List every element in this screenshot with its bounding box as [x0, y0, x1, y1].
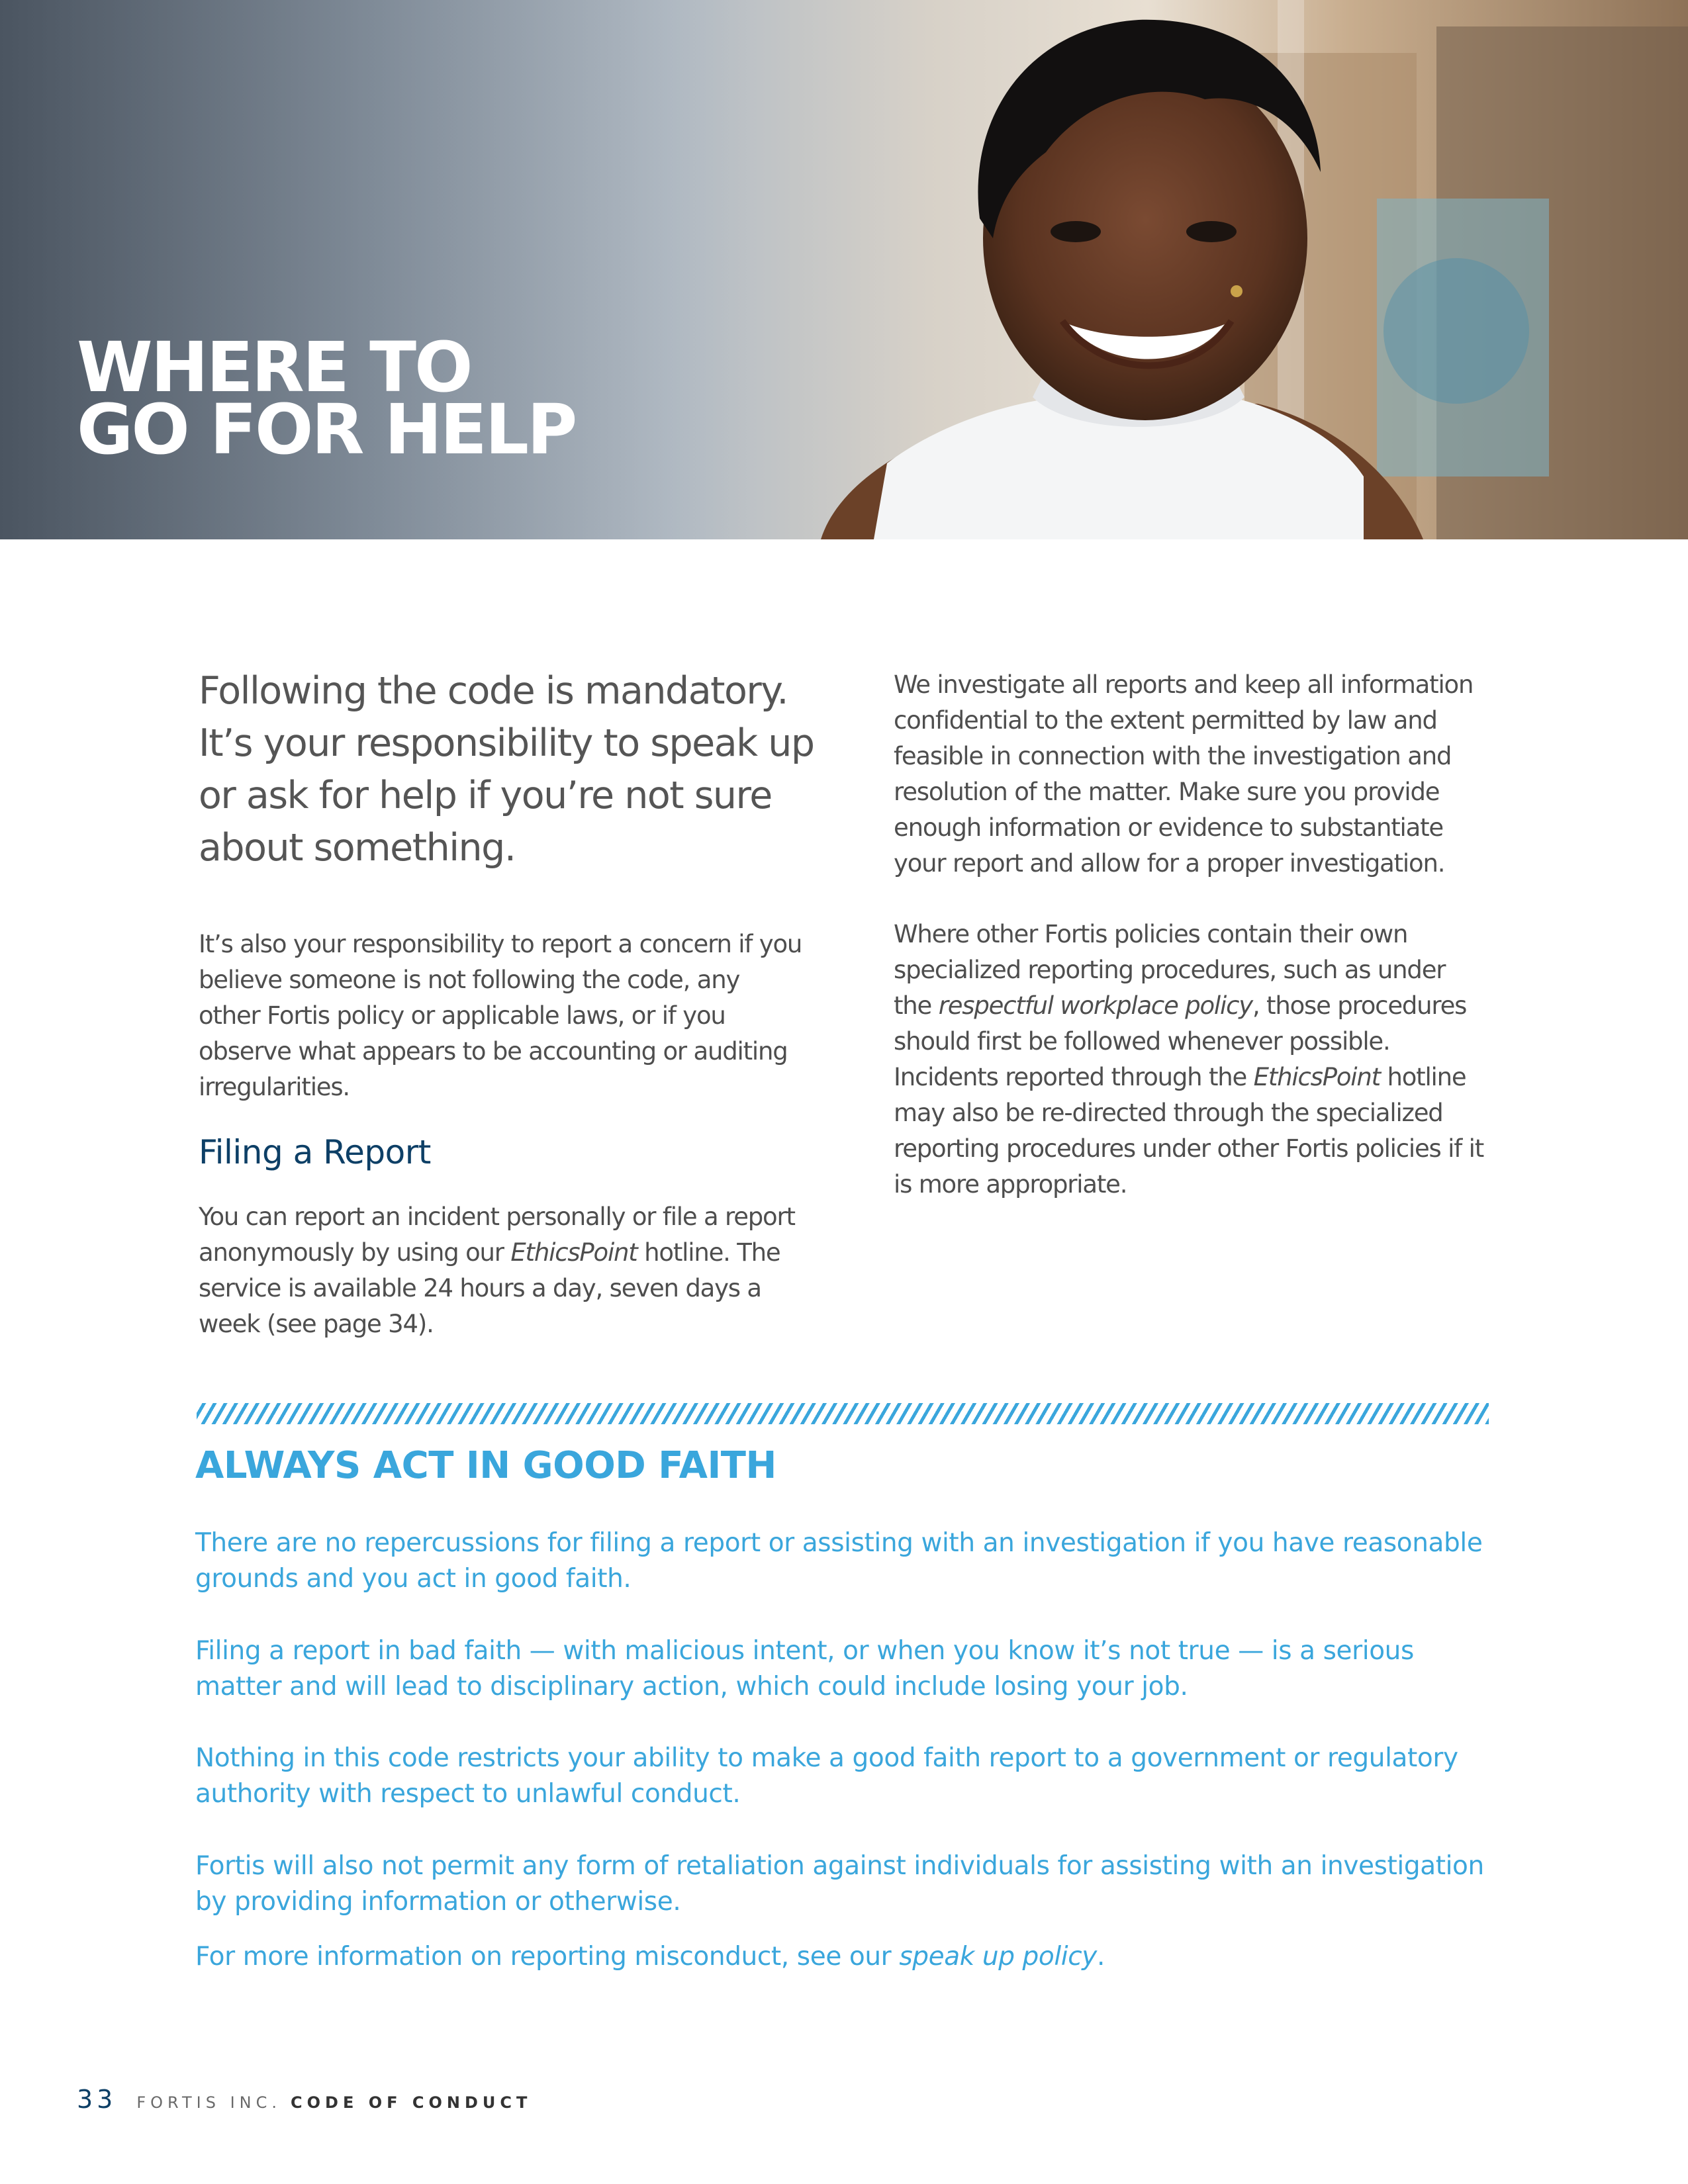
lead-statement: Following the code is mandatory. It’s your responsibility to speak up or ask for help if you’re not sure about something.	[199, 669, 814, 870]
footer-document-title: CODE OF CONDUCT	[291, 2093, 532, 2112]
ethicspoint-mention: EthicsPoint	[1253, 1063, 1380, 1091]
page-number: 33	[77, 2085, 117, 2114]
more-info-text: For more information on reporting misconduct, see our	[195, 1942, 900, 1972]
speak-up-policy-link: speak up policy	[899, 1942, 1097, 1972]
investigation-paragraph: We investigate all reports and keep all information confidential to the extent permitted by law and feasible in connection with the investigation and resolution of the matter. Make sure you provide enough information or evidence to substantiate your report and allow for a proper investigation.	[894, 670, 1474, 878]
procedures-text-part-1: Where other Fortis policies contain their own specialized reporting procedures, such as under the	[894, 920, 1446, 1020]
good-faith-paragraph-1: There are no repercussions for filing a report or assisting with an investigation if you have reasonable grounds and you act in good faith.	[195, 1528, 1483, 1594]
filing-report-paragraph	[199, 1199, 808, 1342]
page-title-line-2: GO FOR HELP	[77, 389, 576, 470]
footer-company: FORTIS INC.	[136, 2093, 282, 2112]
good-faith-paragraph-5	[195, 1939, 1493, 1975]
filing-text-part-1: You can report an incident personally or file a report anonymously by using our	[199, 1203, 795, 1267]
good-faith-heading: ALWAYS ACT IN GOOD FAITH	[195, 1444, 776, 1487]
more-info-end: .	[1096, 1942, 1105, 1972]
hero-banner	[0, 0, 1688, 539]
responsibility-paragraph: It’s also your responsibility to report a concern if you believe someone is not following the code, any other Fortis policy or applicable laws, or if you observe what appears to be accounting or auditing irregularities.	[199, 930, 802, 1101]
page-title	[77, 327, 576, 470]
specialized-procedures-paragraph	[894, 917, 1489, 1203]
page-title-line-1: WHERE TO	[77, 327, 471, 408]
hatched-divider	[197, 1403, 1489, 1424]
page-footer	[77, 2085, 532, 2114]
respectful-workplace-policy-link: respectful workplace policy	[938, 991, 1252, 1020]
filing-report-heading: Filing a Report	[199, 1133, 431, 1171]
good-faith-paragraph-3: Nothing in this code restricts your ability to make a good faith report to a government or regulatory authority with respect to unlawful conduct.	[195, 1743, 1458, 1809]
good-faith-paragraph-2: Filing a report in bad faith — with malicious intent, or when you know it’s not true — is a serious matter and will lead to disciplinary action, which could include losing your job.	[195, 1636, 1414, 1702]
good-faith-paragraph-4: Fortis will also not permit any form of retaliation against individuals for assisting with an investigation by providing information or otherwise.	[195, 1851, 1484, 1917]
filing-text-part-2: hotline. The service is available 24 hours a day, seven days a week (see page 34).	[199, 1238, 780, 1338]
procedures-text-part-2: , those procedures should first be followed whenever possible. Incidents reported through the	[894, 991, 1467, 1091]
procedures-text-part-3: hotline may also be re-directed through the specialized reporting procedures under other Fortis policies if it is more appropriate.	[894, 1063, 1484, 1199]
ethicspoint-link: EthicsPoint	[510, 1238, 637, 1267]
